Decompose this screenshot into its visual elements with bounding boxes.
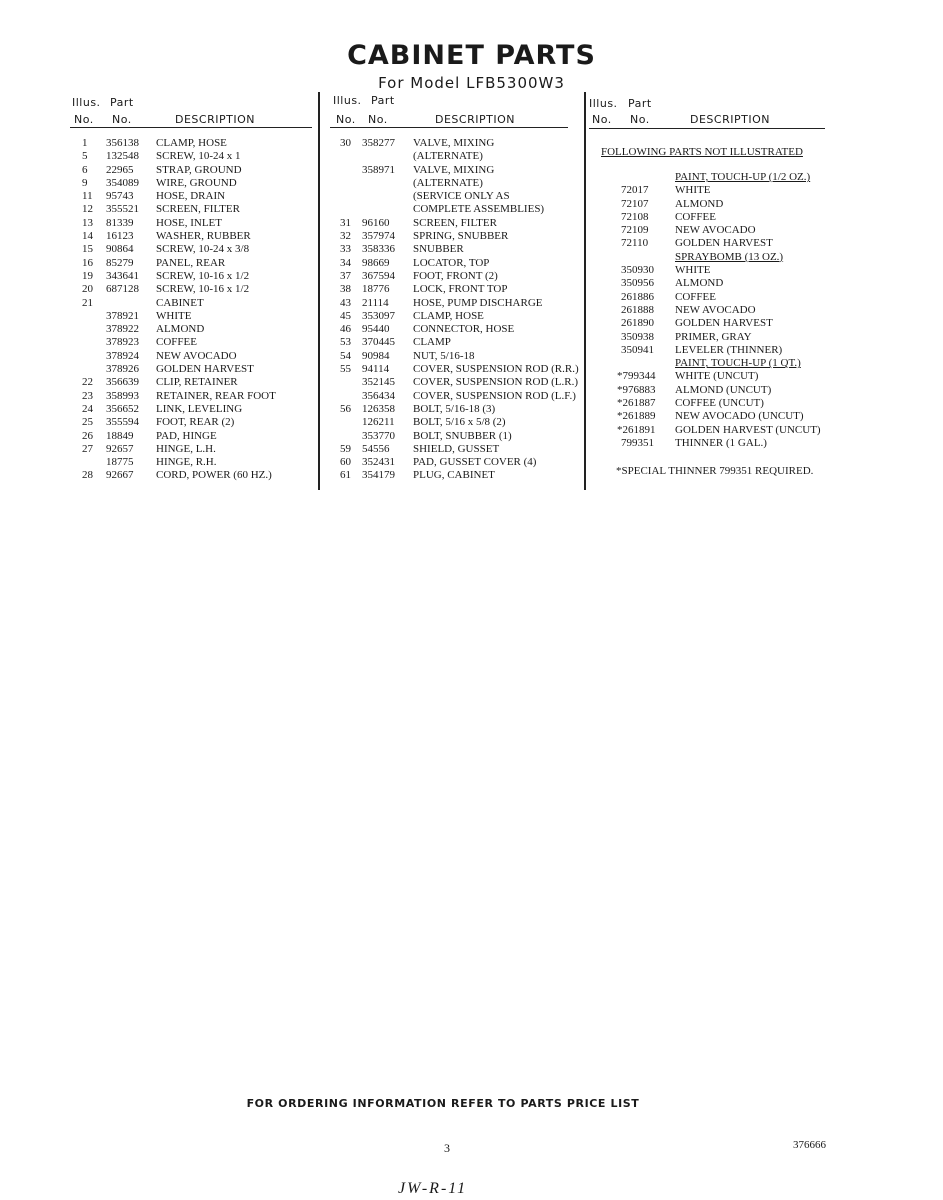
part-description: NEW AVOCADO (675, 224, 756, 237)
part-number: 98669 (362, 256, 390, 269)
part-number: 96160 (362, 216, 390, 229)
illus-number: 5 (82, 150, 88, 163)
part-description: SPRING, SNUBBER (413, 230, 509, 243)
illus-number: 56 (340, 402, 351, 415)
part-description: WHITE (675, 264, 711, 277)
illus-number: 54 (340, 349, 351, 362)
illus-number: 46 (340, 323, 351, 336)
part-number: 95440 (362, 323, 390, 336)
part-number: *976883 (617, 383, 656, 396)
part-description: NEW AVOCADO (156, 349, 237, 362)
part-number: 358277 (362, 137, 395, 149)
illus-number: 60 (340, 456, 351, 469)
header-illus: Illus. (589, 97, 618, 110)
illus-number: 55 (340, 363, 351, 376)
part-number: 90984 (362, 349, 390, 362)
part-number: 357974 (362, 230, 395, 243)
part-description: PAD, GUSSET COVER (4) (413, 456, 537, 469)
part-description: VALVE, MIXING (413, 137, 495, 149)
part-description: HINGE, L.H. (156, 442, 216, 455)
part-description: HOSE, INLET (156, 216, 222, 229)
part-number: 370445 (362, 336, 395, 349)
illus-number: 19 (82, 269, 93, 282)
part-description: GOLDEN HARVEST (UNCUT) (675, 423, 821, 436)
part-number: *261889 (617, 410, 656, 423)
part-number: 378924 (106, 349, 139, 362)
illus-number: 1 (82, 137, 88, 149)
part-description: PANEL, REAR (156, 256, 226, 269)
section-heading: PAINT, TOUCH-UP (1/2 OZ.) (675, 171, 811, 183)
header-no: No. (592, 113, 612, 126)
part-description: BOLT, 5/16 x 5/8 (2) (413, 416, 506, 429)
column-divider (584, 92, 586, 490)
header-description: DESCRIPTION (175, 113, 255, 126)
part-number: 358336 (362, 243, 395, 256)
part-number: 95743 (106, 190, 134, 203)
part-description: COFFEE (UNCUT) (675, 397, 764, 410)
part-number: 92667 (106, 469, 134, 482)
part-number: *799344 (617, 370, 656, 383)
part-number: 356138 (106, 137, 139, 149)
part-number: 353770 (362, 429, 395, 442)
part-number: 261890 (621, 317, 654, 330)
section-heading: PAINT, TOUCH-UP (1 QT.) (675, 357, 801, 370)
part-description: HINGE, R.H. (156, 456, 217, 469)
illus-number: 21 (82, 296, 93, 309)
part-number: 378923 (106, 336, 139, 349)
header-part: Part (110, 96, 134, 109)
header-illus: Illus. (333, 94, 362, 107)
part-number: 18775 (106, 456, 134, 469)
column-divider (318, 92, 320, 490)
part-number: 378926 (106, 363, 139, 376)
header-no: No. (74, 113, 94, 126)
part-number: *261887 (617, 397, 656, 410)
part-description: SCREEN, FILTER (413, 216, 497, 229)
part-description: BOLT, 5/16-18 (3) (413, 402, 496, 415)
part-description: SNUBBER (413, 243, 464, 256)
illus-number: 53 (340, 336, 351, 349)
part-description: HOSE, PUMP DISCHARGE (413, 296, 543, 309)
part-description: PRIMER, GRAY (675, 330, 752, 343)
illus-number: 33 (340, 243, 351, 256)
part-description: RETAINER, REAR FOOT (156, 389, 276, 402)
header-no: No. (336, 113, 356, 126)
part-number: 353097 (362, 309, 395, 322)
part-description: COFFEE (675, 210, 716, 223)
part-description: COMPLETE ASSEMBLIES) (413, 203, 545, 216)
part-number: 350938 (621, 330, 654, 343)
part-description: CABINET (156, 296, 204, 309)
part-number: 94114 (362, 363, 390, 376)
illus-number: 38 (340, 283, 351, 296)
divider (330, 127, 568, 128)
part-number: 356652 (106, 402, 139, 415)
part-number: 72108 (621, 210, 649, 223)
part-number: 343641 (106, 269, 139, 282)
part-description: COFFEE (156, 336, 197, 349)
part-number: 54556 (362, 442, 390, 455)
illus-number: 59 (340, 442, 351, 455)
part-number: 261886 (621, 290, 654, 303)
part-number: 354179 (362, 469, 395, 482)
part-description: WHITE (UNCUT) (675, 370, 759, 383)
part-number: 92657 (106, 442, 134, 455)
part-number: 72109 (621, 224, 649, 237)
part-description: CLAMP, HOSE (156, 137, 227, 149)
part-description: PLUG, CABINET (413, 469, 495, 482)
footnote: *SPECIAL THINNER 799351 REQUIRED. (616, 465, 814, 477)
part-number: *261891 (617, 423, 656, 436)
illus-number: 22 (82, 376, 93, 389)
part-description: LINK, LEVELING (156, 402, 243, 415)
part-description: COVER, SUSPENSION ROD (L.R.) (413, 376, 579, 389)
part-description: (ALTERNATE) (413, 150, 483, 163)
illus-number: 37 (340, 269, 351, 282)
illus-number: 30 (340, 137, 351, 149)
part-description: ALMOND (675, 197, 724, 210)
part-description: CORD, POWER (60 HZ.) (156, 469, 272, 482)
part-number: 352431 (362, 456, 395, 469)
illus-number: 32 (340, 230, 351, 243)
illus-number: 15 (82, 243, 93, 256)
part-description: SCREW, 10-24 x 1 (156, 150, 241, 163)
part-description: NEW AVOCADO (675, 303, 756, 316)
part-number: 367594 (362, 269, 395, 282)
illus-number: 26 (82, 429, 93, 442)
header-part: Part (371, 94, 395, 107)
part-number: 18849 (106, 429, 134, 442)
illus-number: 12 (82, 203, 93, 216)
part-number: 358993 (106, 389, 139, 402)
part-number: 90864 (106, 243, 134, 256)
part-number: 85279 (106, 256, 134, 269)
page-number: 3 (444, 1141, 450, 1155)
section-heading: SPRAYBOMB (13 OZ.) (675, 250, 784, 263)
part-number: 16123 (106, 230, 134, 243)
part-description: FOOT, REAR (2) (156, 416, 235, 429)
part-description: CLAMP, HOSE (413, 309, 484, 322)
part-description: VALVE, MIXING (413, 163, 495, 176)
part-number: 132548 (106, 150, 139, 163)
part-number: 799351 (621, 436, 654, 449)
part-number: 354089 (106, 176, 139, 189)
part-number: 356639 (106, 376, 139, 389)
part-number: 72107 (621, 197, 649, 210)
part-description: THINNER (1 GAL.) (675, 436, 767, 449)
part-description: STRAP, GROUND (156, 163, 242, 176)
part-number: 350941 (621, 343, 654, 356)
part-description: SCREW, 10-24 x 3/8 (156, 243, 250, 256)
ordering-footer: FOR ORDERING INFORMATION REFER TO PARTS PRICE LIST (246, 1097, 640, 1110)
part-number: 358971 (362, 163, 395, 176)
part-number: 21114 (362, 296, 389, 309)
part-description: (ALTERNATE) (413, 176, 483, 189)
part-number: 378922 (106, 323, 139, 336)
page-title: CABINET PARTS (347, 40, 596, 71)
not-illustrated-heading: FOLLOWING PARTS NOT ILLUSTRATED (601, 146, 803, 158)
illus-number: 13 (82, 216, 93, 229)
illus-number: 16 (82, 256, 93, 269)
illus-number: 34 (340, 256, 351, 269)
part-number: 687128 (106, 283, 139, 296)
illus-number: 20 (82, 283, 93, 296)
model-subtitle: For Model LFB5300W3 (378, 74, 565, 92)
illus-number: 9 (82, 176, 88, 189)
illus-number: 11 (82, 190, 93, 203)
part-description: ALMOND (156, 323, 205, 336)
part-description: FOOT, FRONT (2) (413, 269, 498, 282)
part-number: 350956 (621, 277, 654, 290)
part-description: CLIP, RETAINER (156, 376, 238, 389)
part-description: ALMOND (UNCUT) (675, 383, 772, 396)
part-description: COFFEE (675, 290, 716, 303)
part-description: NUT, 5/16-18 (413, 349, 475, 362)
header-no: No. (630, 113, 650, 126)
header-part: Part (628, 97, 652, 110)
part-number: 72017 (621, 184, 649, 197)
part-number: 126358 (362, 402, 395, 415)
part-number: 350930 (621, 264, 654, 277)
part-description: GOLDEN HARVEST (156, 363, 254, 376)
part-description: GOLDEN HARVEST (675, 317, 773, 330)
part-description: GOLDEN HARVEST (675, 237, 773, 250)
part-description: SCREEN, FILTER (156, 203, 240, 216)
illus-number: 25 (82, 416, 93, 429)
part-description: COVER, SUSPENSION ROD (R.R.) (413, 363, 579, 376)
part-description: ALMOND (675, 277, 724, 290)
part-description: WASHER, RUBBER (156, 230, 251, 243)
part-description: CONNECTOR, HOSE (413, 323, 515, 336)
handwritten-note: JW-R-11 (398, 1180, 468, 1197)
part-number: 72110 (621, 237, 649, 250)
header-no: No. (368, 113, 388, 126)
document-number: 376666 (793, 1139, 826, 1151)
part-number: 378921 (106, 309, 139, 322)
part-description: CLAMP (413, 336, 451, 349)
part-description: SCREW, 10-16 x 1/2 (156, 269, 250, 282)
illus-number: 43 (340, 296, 351, 309)
part-description: LOCK, FRONT TOP (413, 283, 508, 296)
part-number: 126211 (362, 416, 395, 429)
part-description: SHIELD, GUSSET (413, 442, 500, 455)
part-number: 22965 (106, 163, 134, 176)
illus-number: 28 (82, 469, 93, 482)
part-description: (SERVICE ONLY AS (413, 190, 510, 203)
divider (589, 128, 825, 129)
part-description: LOCATOR, TOP (413, 256, 490, 269)
part-description: NEW AVOCADO (UNCUT) (675, 410, 804, 423)
part-description: WIRE, GROUND (156, 176, 237, 189)
part-description: SCREW, 10-16 x 1/2 (156, 283, 250, 296)
part-number: 355521 (106, 203, 139, 216)
part-description: LEVELER (THINNER) (675, 343, 783, 356)
part-number: 355594 (106, 416, 139, 429)
part-number: 352145 (362, 376, 395, 389)
illus-number: 61 (340, 469, 351, 482)
illus-number: 6 (82, 163, 88, 176)
header-description: DESCRIPTION (435, 113, 515, 126)
part-number: 81339 (106, 216, 134, 229)
illus-number: 24 (82, 402, 93, 415)
illus-number: 23 (82, 389, 93, 402)
part-description: COVER, SUSPENSION ROD (L.F.) (413, 389, 576, 402)
illus-number: 31 (340, 216, 351, 229)
illus-number: 27 (82, 442, 93, 455)
illus-number: 45 (340, 309, 351, 322)
part-description: PAD, HINGE (156, 429, 217, 442)
part-number: 18776 (362, 283, 390, 296)
part-description: BOLT, SNUBBER (1) (413, 429, 512, 442)
header-illus: Illus. (72, 96, 101, 109)
part-description: WHITE (675, 184, 711, 197)
part-description: HOSE, DRAIN (156, 190, 226, 203)
divider (70, 127, 312, 128)
illus-number: 14 (82, 230, 93, 243)
part-number: 356434 (362, 389, 395, 402)
header-description: DESCRIPTION (690, 113, 770, 126)
part-description: WHITE (156, 309, 192, 322)
header-no: No. (112, 113, 132, 126)
part-number: 261888 (621, 303, 654, 316)
